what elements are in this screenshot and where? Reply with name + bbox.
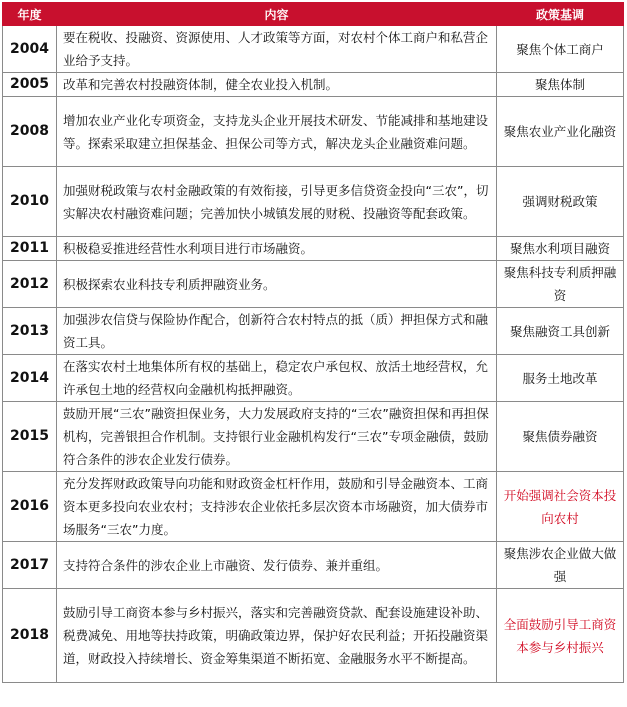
row-content: 改革和完善农村投融资体制，健全农业投入机制。 — [57, 73, 497, 97]
row-year: 2018 — [3, 589, 57, 683]
policy-table — [2, 2, 624, 683]
table-row — [3, 237, 624, 261]
row-content: 要在税收、投融资、资源使用、人才政策等方面，对农村个体工商户和私营企业给予支持。 — [57, 26, 497, 73]
row-tone: 聚焦科技专利质押融资 — [497, 261, 624, 308]
table-row — [3, 355, 624, 402]
row-tone: 服务土地改革 — [497, 355, 624, 402]
row-year: 2016 — [3, 472, 57, 542]
table-row — [3, 261, 624, 308]
row-content: 鼓励开展“三农”融资担保业务，大力发展政府支持的“三农”融资担保和再担保机构，完善银担合作机制。支持银行业金融机构发行“三农”专项金融债，鼓励符合条件的涉农企业发行债券。 — [57, 402, 497, 472]
row-content: 鼓励引导工商资本参与乡村振兴，落实和完善融资贷款、配套设施建设补助、税费减免、用地等扶持政策，明确政策边界，保护好农民利益；开拓投融资渠道，财政投入持续增长、资金筹集渠道不断拓宽、金融服务水平不断提高。 — [57, 589, 497, 683]
row-year: 2013 — [3, 308, 57, 355]
table-row — [3, 167, 624, 237]
row-year: 2008 — [3, 97, 57, 167]
row-year: 2017 — [3, 542, 57, 589]
row-tone: 聚焦农业产业化融资 — [497, 97, 624, 167]
header-content: 内容 — [57, 3, 497, 26]
table-row — [3, 472, 624, 542]
row-content: 积极探索农业科技专利质押融资业务。 — [57, 261, 497, 308]
row-year: 2005 — [3, 73, 57, 97]
row-tone: 聚焦涉农企业做大做强 — [497, 542, 624, 589]
row-tone: 聚焦个体工商户 — [497, 26, 624, 73]
row-year: 2014 — [3, 355, 57, 402]
table-row — [3, 542, 624, 589]
table-body — [3, 26, 624, 683]
row-tone: 聚焦债券融资 — [497, 402, 624, 472]
table-row — [3, 26, 624, 73]
row-content: 增加农业产业化专项资金，支持龙头企业开展技术研发、节能减排和基地建设等。探索采取建立担保基金、担保公司等方式，解决龙头企业融资难问题。 — [57, 97, 497, 167]
row-content: 加强涉农信贷与保险协作配合，创新符合农村特点的抵（质）押担保方式和融资工具。 — [57, 308, 497, 355]
table-row — [3, 73, 624, 97]
row-year: 2011 — [3, 237, 57, 261]
table-row — [3, 402, 624, 472]
table-row — [3, 308, 624, 355]
row-year: 2012 — [3, 261, 57, 308]
row-tone: 聚焦融资工具创新 — [497, 308, 624, 355]
header-year: 年度 — [3, 3, 57, 26]
row-content: 充分发挥财政政策导向功能和财政资金杠杆作用，鼓励和引导金融资本、工商资本更多投向农业农村；支持涉农企业依托多层次资本市场融资，加大债券市场服务“三农”力度。 — [57, 472, 497, 542]
header-tone: 政策基调 — [497, 3, 624, 26]
row-content: 积极稳妥推进经营性水利项目进行市场融资。 — [57, 237, 497, 261]
row-tone: 开始强调社会资本投向农村 — [497, 472, 624, 542]
row-content: 加强财税政策与农村金融政策的有效衔接，引导更多信贷资金投向“三农”，切实解决农村融资难问题；完善加快小城镇发展的财税、投融资等配套政策。 — [57, 167, 497, 237]
row-tone: 强调财税政策 — [497, 167, 624, 237]
header-row — [3, 3, 624, 26]
row-year: 2004 — [3, 26, 57, 73]
row-tone: 聚焦体制 — [497, 73, 624, 97]
row-year: 2010 — [3, 167, 57, 237]
row-content: 支持符合条件的涉农企业上市融资、发行债券、兼并重组。 — [57, 542, 497, 589]
row-content: 在落实农村土地集体所有权的基础上，稳定农户承包权、放活土地经营权，允许承包土地的经营权向金融机构抵押融资。 — [57, 355, 497, 402]
row-tone: 全面鼓励引导工商资本参与乡村振兴 — [497, 589, 624, 683]
row-year: 2015 — [3, 402, 57, 472]
table-row — [3, 97, 624, 167]
table-row — [3, 589, 624, 683]
row-tone: 聚焦水利项目融资 — [497, 237, 624, 261]
